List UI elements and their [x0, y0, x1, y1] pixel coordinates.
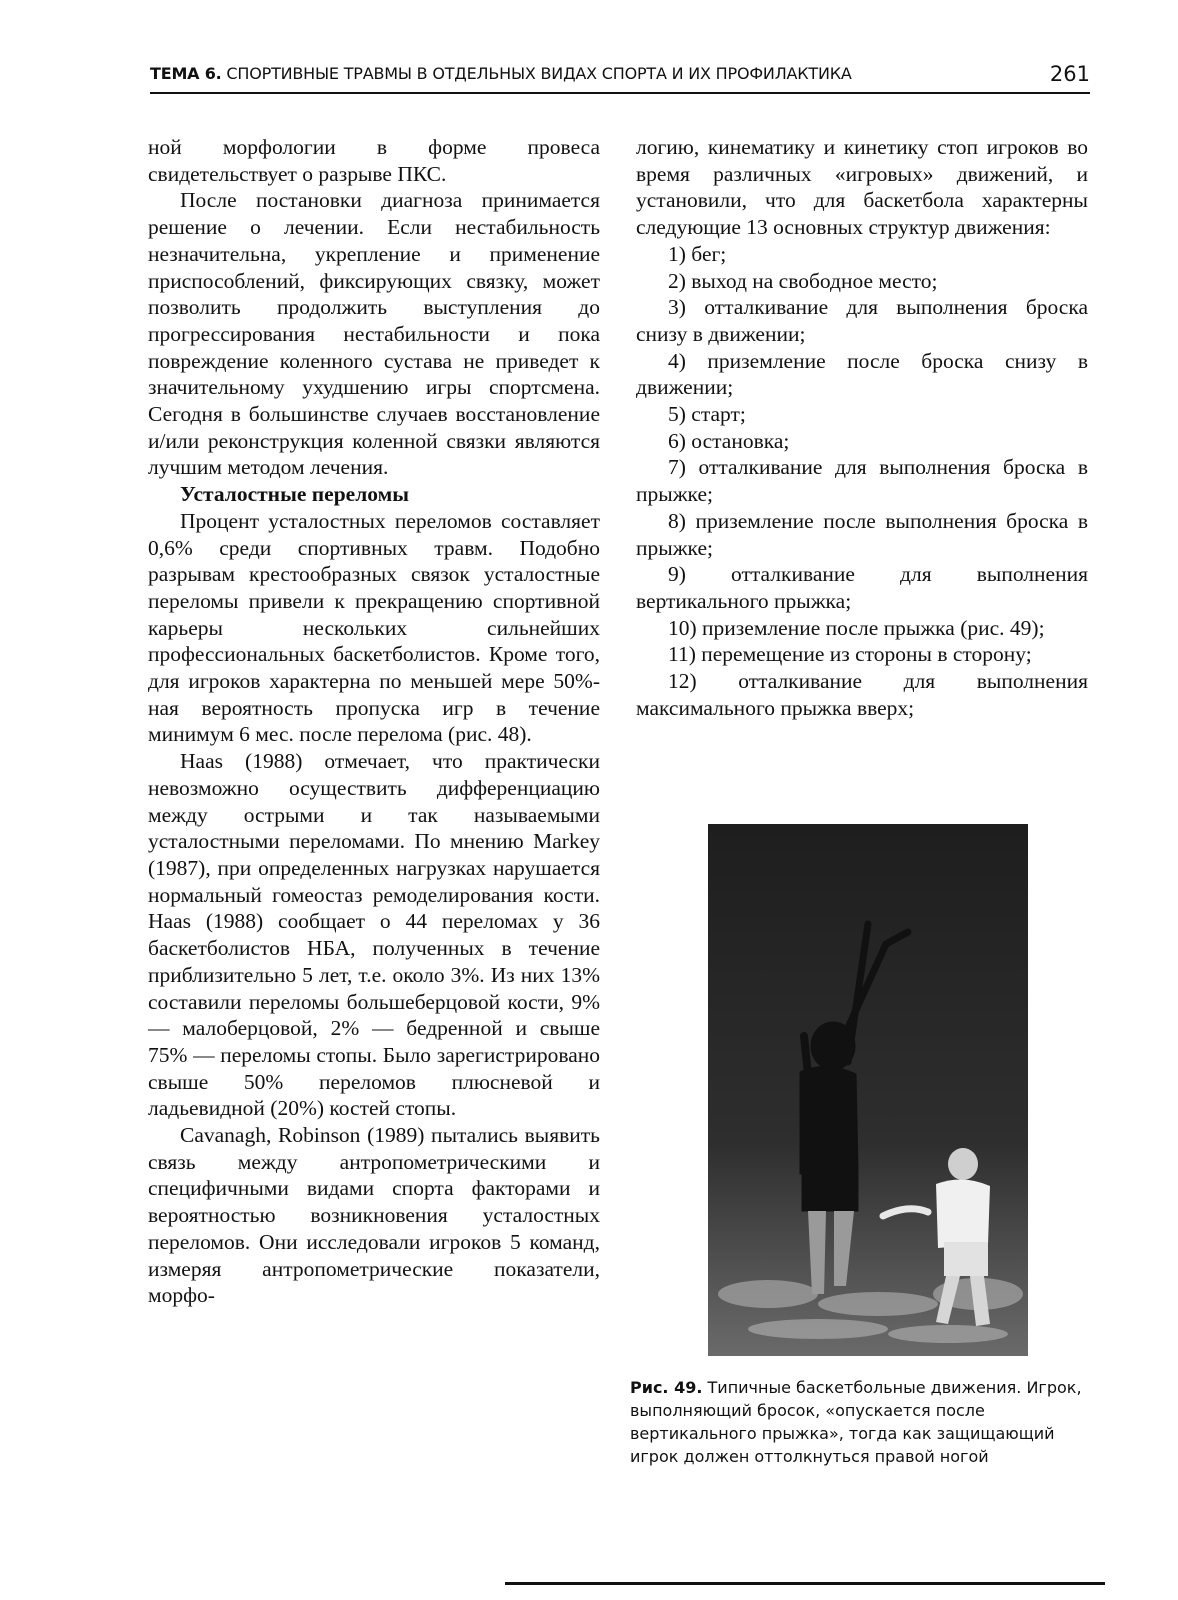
section-subheading: Усталостные переломы	[180, 482, 410, 507]
list-item: 8) приземление после выполнения броска в прыжке;	[636, 508, 1088, 560]
figure-caption	[630, 1376, 1090, 1468]
list-item: 5) старт;	[668, 402, 746, 427]
list-item: 1) бег;	[668, 241, 727, 266]
list-item: 12) отталкивание для выполнения максимального прыжка вверх;	[636, 669, 1088, 720]
running-header	[150, 62, 1090, 94]
list-item: 4) приземление после броска снизу в движении;	[636, 348, 1088, 400]
right-column	[636, 134, 1088, 721]
list-item: 7) отталкивание для выполнения броска в прыжке;	[636, 455, 1088, 507]
left-column	[148, 134, 600, 1309]
bottom-rule	[505, 1582, 1105, 1585]
header-title	[150, 64, 852, 83]
page-number: 261	[1049, 62, 1090, 86]
paragraph: После постановки диагноза принимается решение о лечении. Если нестабильность незначительна, укрепление и применение приспособлений, фиксирующих связку, может позволить продолжить выступления до прогрессирования нестабильности и пока повреждение коленного сустава не приведет к значительному ухудшению игры спортсмена. Сегодня в большинстве случаев восстановление и/или реконструкция коленной связки являются лучшим методом лечения.	[148, 188, 600, 480]
list-item: 6) остановка;	[668, 428, 790, 453]
list-item: 11) перемещение из стороны в сторону;	[668, 642, 1032, 667]
paragraph: Процент усталостных переломов составляет 0,6% среди спортивных травм. Подобно разрывам крестообразных связок усталостные переломы привели к прекращению спортивной карьеры нескольких сильнейших профессиональных баскетболистов. Кроме того, для игроков характерна по меньшей мере 50%-ная вероятность пропуска игр в течение минимум 6 мес. после перелома (рис. 48).	[148, 508, 600, 747]
figure-caption-text: Типичные баскетбольные движения. Игрок, выполняющий бросок, «опускается после вертикального прыжка», тогда как защищающий игрок должен оттолкнуться правой ногой	[630, 1378, 1082, 1466]
header-title-text: СПОРТИВНЫЕ ТРАВМЫ В ОТДЕЛЬНЫХ ВИДАХ СПОРТА И ИХ ПРОФИЛАКТИКА	[226, 64, 852, 83]
list-item: 2) выход на свободное место;	[668, 268, 938, 293]
list-item: 3) отталкивание для выполнения броска снизу в движении;	[636, 295, 1088, 346]
list-item: 10) приземление после прыжка (рис. 49);	[668, 615, 1045, 640]
paragraph: Cavanagh, Robinson (1989) пытались выявить связь между антропометрическими и специфичными видами спорта факторами и вероятностью возникновения усталостных переломов. Они исследовали игроков 5 команд, измеряя антропометрические показатели, морфо-	[148, 1123, 600, 1308]
paragraph: Haas (1988) отмечает, что практически невозможно осуществить дифференциацию между острыми и так называемыми усталостными переломами. По мнению Markey (1987), при определенных нагрузках нарушается нормальный гомеостаз ремоделирования кости. Haas (1988) сообщает о 44 переломах у 36 баскетболистов НБА, полученных в течение приблизительно 5 лет, т.е. около 3%. Из них 13% составили переломы большеберцовой кости, 9% — малоберцовой, 2% — бедренной и свыше 75% — переломы стопы. Было зарегистрировано свыше 50% переломов плюсневой и ладьевидной (20%) костей стопы.	[148, 749, 600, 1121]
paragraph: ной морфологии в форме провеса свидетельствует о разрыве ПКС.	[148, 135, 600, 186]
basketball-players-illustration	[708, 824, 1028, 1356]
basketball-photo	[708, 824, 1028, 1356]
header-topic: ТЕМА 6.	[150, 64, 222, 83]
figure-label: Рис. 49.	[630, 1378, 703, 1397]
list-item: 9) отталкивание для выполнения вертикального прыжка;	[636, 562, 1088, 613]
paragraph: логию, кинематику и кинетику стоп игроков во время различных «игровых» движений, и установили, что для баскетбола характерны следующие 13 основных структур движения:	[636, 135, 1088, 240]
